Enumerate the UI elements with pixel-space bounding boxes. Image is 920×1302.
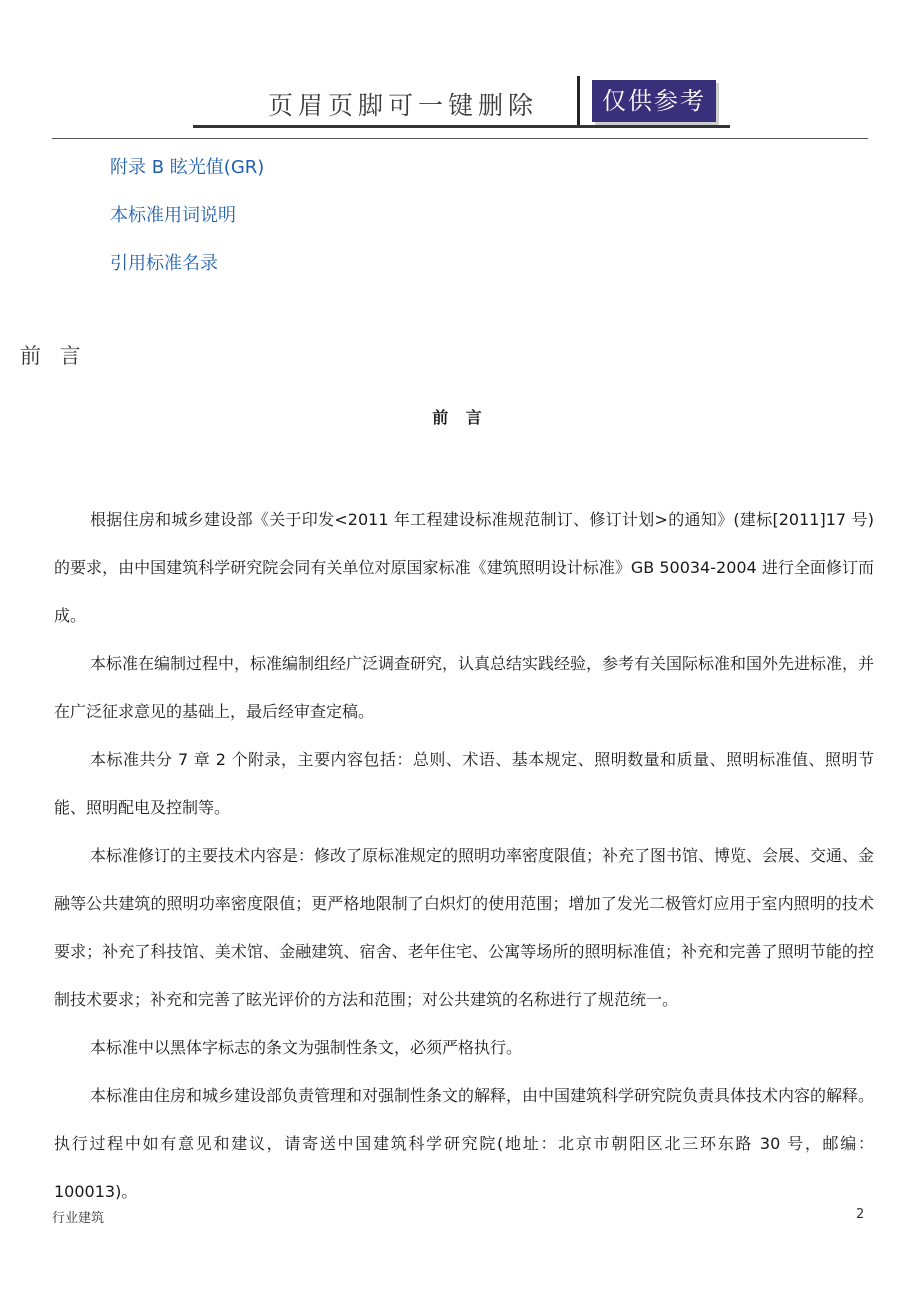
document-body [54, 496, 874, 1216]
header-banner-underline [193, 125, 730, 128]
content-title: 前 言 [432, 408, 488, 427]
paragraph-process: 本标准在编制过程中，标准编制组经广泛调查研究，认真总结实践经验，参考有关国际标准和国外先进标准，并在广泛征求意见的基础上，最后经审查定稿。 [54, 654, 875, 721]
paragraph-contents: 本标准共分 7 章 2 个附录，主要内容包括：总则、术语、基本规定、照明数量和质量、照明标准值、照明节能、照明配电及控制等。 [54, 750, 874, 817]
paragraph-management: 本标准由住房和城乡建设部负责管理和对强制性条文的解释，由中国建筑科学研究院负责具体技术内容的解释。执行过程中如有意见和建议，请寄送中国建筑科学研究院(地址：北京市朝阳区北三环东路 30 号，邮编：100013)。 [54, 1086, 875, 1201]
header-banner-text: 页眉页脚可一键删除 [268, 91, 539, 120]
section-heading: 前 言 [20, 344, 87, 368]
reference-only-badge: 仅供参考 [592, 80, 716, 122]
toc-link-references[interactable]: 引用标准名录 [110, 253, 218, 274]
toc-link-terms[interactable]: 本标准用词说明 [110, 205, 236, 226]
paragraph-mandatory: 本标准中以黑体字标志的条文为强制性条文，必须严格执行。 [90, 1038, 523, 1057]
header-divider-bar [577, 76, 580, 126]
header-rule [52, 138, 868, 139]
page-number: 2 [856, 1207, 865, 1222]
paragraph-basis: 根据住房和城乡建设部《关于印发<2011 年工程建设标准规范制订、修订计划>的通知》(建标[2011]17 号)的要求，由中国建筑科学研究院会同有关单位对原国家标准《建筑照明设计标准》GB 50034-2004 进行全面修订而成。 [54, 510, 874, 625]
paragraph-revisions: 本标准修订的主要技术内容是：修改了原标准规定的照明功率密度限值；补充了图书馆、博览、会展、交通、金融等公共建筑的照明功率密度限值；更严格地限制了白炽灯的使用范围；增加了发光二极管灯应用于室内照明的技术要求；补充了科技馆、美术馆、金融建筑、宿舍、老年住宅、公寓等场所的照明标准值；补充和完善了照明节能的控制技术要求；补充和完善了眩光评价的方法和范围；对公共建筑的名称进行了规范统一。 [54, 846, 875, 1009]
toc-link-appendix-b[interactable]: 附录 B 眩光值(GR) [110, 157, 265, 178]
footer-label: 行业建筑 [52, 1211, 105, 1226]
